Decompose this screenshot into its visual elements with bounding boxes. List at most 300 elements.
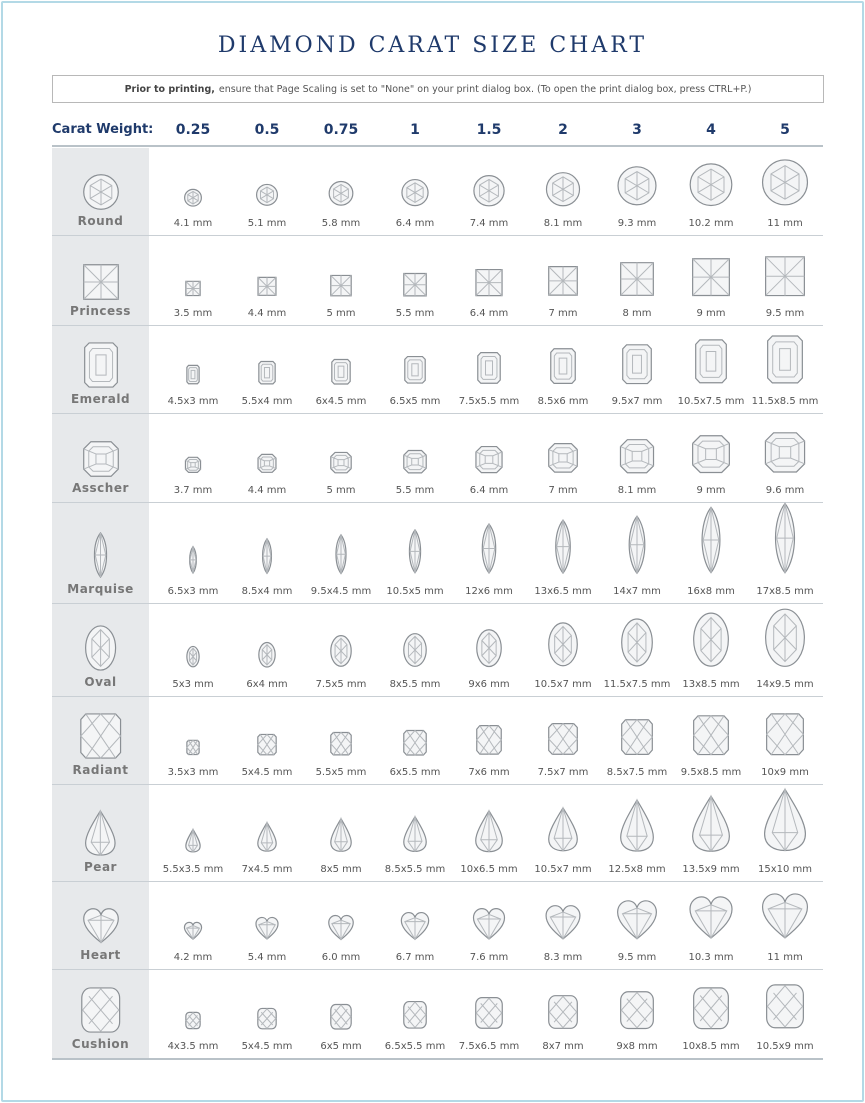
size-cell	[230, 414, 304, 503]
size-cell	[674, 785, 748, 882]
size-cell	[526, 414, 600, 503]
size-cell	[674, 970, 748, 1059]
carat-weight-label: Carat Weight:	[52, 122, 154, 137]
carat-header: 1	[410, 122, 420, 138]
size-label: 8x5.5 mm	[389, 679, 441, 690]
size-label: 6.4 mm	[469, 485, 509, 496]
size-cell	[748, 148, 822, 236]
size-label: 10.3 mm	[688, 952, 734, 963]
size-label: 4.5x3 mm	[167, 396, 219, 407]
size-cell	[526, 785, 600, 882]
size-cell	[748, 414, 822, 503]
size-cell	[156, 882, 230, 970]
asscher-diamond-icon	[620, 439, 654, 473]
size-cell	[526, 503, 600, 604]
size-cell	[156, 970, 230, 1059]
oval-diamond-icon	[765, 608, 805, 668]
size-cell	[304, 697, 378, 785]
size-cell	[748, 785, 822, 882]
size-label: 6.0 mm	[321, 952, 361, 963]
size-label: 5x4.5 mm	[241, 767, 293, 778]
size-cell	[378, 503, 452, 604]
shape-row-princess	[52, 236, 823, 326]
cushion-diamond-icon	[548, 995, 578, 1029]
shape-name: Marquise	[67, 582, 134, 596]
size-label: 4x3.5 mm	[167, 1041, 219, 1052]
radiant-diamond-icon	[403, 730, 426, 756]
size-label: 9.5 mm	[617, 952, 657, 963]
shape-cell	[52, 604, 149, 697]
page-title: DIAMOND CARAT SIZE CHART	[217, 33, 648, 58]
size-label: 8x5 mm	[320, 864, 362, 875]
shape-name: Emerald	[70, 392, 131, 406]
size-label: 13x8.5 mm	[682, 679, 740, 690]
size-label: 15x10 mm	[757, 864, 813, 875]
shape-row-marquise	[52, 503, 823, 604]
oval-diamond-icon	[259, 642, 276, 668]
asscher-diamond-icon	[765, 432, 806, 473]
size-cell	[748, 970, 822, 1059]
shape-cell	[52, 785, 149, 882]
princess-diamond-icon	[330, 275, 351, 296]
size-cell	[526, 326, 600, 414]
size-cell	[674, 326, 748, 414]
size-label: 5 mm	[326, 485, 356, 496]
size-label: 6x4.5 mm	[315, 396, 367, 407]
marquise-diamond-icon	[404, 529, 425, 574]
size-label: 4.2 mm	[173, 952, 213, 963]
oval-diamond-icon	[187, 646, 200, 667]
emerald-diamond-icon	[331, 359, 350, 385]
shape-name: Radiant	[72, 763, 129, 777]
size-label: 12.5x8 mm	[608, 864, 666, 875]
asscher-diamond-icon	[403, 450, 426, 473]
princess-diamond-icon	[765, 256, 805, 296]
shape-row-round	[52, 148, 823, 236]
asscher-diamond-icon	[475, 446, 502, 473]
shape-name: Asscher	[72, 481, 129, 495]
round-diamond-icon	[329, 181, 354, 206]
size-label: 9x6 mm	[468, 679, 510, 690]
size-label: 10.5x7 mm	[534, 679, 592, 690]
size-label: 5x4.5 mm	[241, 1041, 293, 1052]
shape-name: Round	[77, 214, 124, 228]
size-label: 5.5x5 mm	[315, 767, 367, 778]
size-label: 7.5x5 mm	[315, 679, 367, 690]
size-label: 7x6 mm	[468, 767, 510, 778]
shape-name: Heart	[80, 948, 121, 962]
size-label: 5.1 mm	[247, 218, 287, 229]
size-cell	[230, 785, 304, 882]
radiant-diamond-icon	[80, 713, 121, 759]
marquise-diamond-icon	[694, 506, 728, 574]
size-label: 10.2 mm	[688, 218, 734, 229]
princess-diamond-icon	[258, 277, 277, 296]
size-cell	[156, 604, 230, 697]
size-label: 6.4 mm	[395, 218, 435, 229]
carat-header: 0.25	[175, 122, 211, 138]
size-label: 6.7 mm	[395, 952, 435, 963]
size-cell	[378, 236, 452, 326]
oval-diamond-icon	[693, 612, 729, 667]
shape-cell	[52, 697, 149, 785]
shape-row-asscher	[52, 414, 823, 503]
size-label: 10.5x7.5 mm	[677, 396, 745, 407]
radiant-diamond-icon	[476, 725, 502, 755]
shape-row-radiant	[52, 697, 823, 785]
cushion-diamond-icon	[330, 1004, 351, 1030]
carat-header: 0.75	[323, 122, 359, 138]
size-label: 5.5x4 mm	[241, 396, 293, 407]
size-label: 8x7 mm	[542, 1041, 584, 1052]
size-cell	[600, 414, 674, 503]
size-label: 10x6.5 mm	[460, 864, 518, 875]
oval-diamond-icon	[548, 622, 578, 667]
size-label: 8.5x7.5 mm	[606, 767, 668, 778]
size-label: 11.5x8.5 mm	[751, 396, 819, 407]
size-cell	[452, 697, 526, 785]
size-cell	[304, 604, 378, 697]
size-cell	[378, 604, 452, 697]
size-label: 9 mm	[696, 485, 726, 496]
size-cell	[526, 604, 600, 697]
size-cell	[378, 697, 452, 785]
size-cell	[600, 236, 674, 326]
size-cell	[304, 236, 378, 326]
size-label: 11 mm	[767, 952, 803, 963]
size-label: 6x5.5 mm	[389, 767, 441, 778]
shape-name: Cushion	[71, 1037, 130, 1051]
emerald-diamond-icon	[187, 365, 200, 384]
size-cell	[600, 970, 674, 1059]
marquise-diamond-icon	[549, 519, 577, 574]
size-label: 3.5x3 mm	[167, 767, 219, 778]
size-cell	[600, 785, 674, 882]
cushion-diamond-icon	[81, 987, 120, 1033]
size-cell	[378, 326, 452, 414]
size-label: 6.5x5.5 mm	[384, 1041, 446, 1052]
size-cell	[452, 236, 526, 326]
carat-header: 2	[558, 122, 568, 138]
size-label: 8.5x5.5 mm	[384, 864, 446, 875]
asscher-diamond-icon	[548, 443, 578, 473]
pear-diamond-icon	[85, 810, 116, 856]
cushion-diamond-icon	[766, 984, 804, 1029]
size-cell	[156, 503, 230, 604]
size-label: 11.5x7.5 mm	[603, 679, 671, 690]
pear-diamond-icon	[403, 816, 426, 852]
carat-header-row	[0, 122, 865, 144]
pear-diamond-icon	[764, 788, 807, 852]
size-label: 9.5x4.5 mm	[310, 586, 372, 597]
heart-diamond-icon	[83, 908, 119, 944]
size-label: 9 mm	[696, 308, 726, 319]
size-cell	[452, 970, 526, 1059]
size-cell	[378, 414, 452, 503]
header-divider	[52, 145, 823, 147]
shape-row-heart	[52, 882, 823, 970]
emerald-diamond-icon	[622, 344, 652, 384]
asscher-diamond-icon	[258, 454, 277, 473]
radiant-diamond-icon	[257, 734, 276, 755]
size-cell	[748, 604, 822, 697]
size-label: 5.5 mm	[395, 308, 435, 319]
size-label: 8 mm	[622, 308, 652, 319]
size-cell	[674, 604, 748, 697]
size-cell	[526, 148, 600, 236]
princess-diamond-icon	[475, 269, 502, 296]
size-label: 14x9.5 mm	[756, 679, 814, 690]
emerald-diamond-icon	[259, 361, 276, 384]
heart-diamond-icon	[256, 917, 279, 940]
size-cell	[304, 970, 378, 1059]
size-cell	[156, 326, 230, 414]
size-label: 5.4 mm	[247, 952, 287, 963]
emerald-diamond-icon	[695, 339, 727, 384]
carat-header: 5	[780, 122, 790, 138]
size-label: 7x4.5 mm	[241, 864, 293, 875]
size-label: 16x8 mm	[687, 586, 735, 597]
pear-diamond-icon	[257, 822, 276, 852]
size-cell	[452, 785, 526, 882]
size-cell	[156, 414, 230, 503]
emerald-diamond-icon	[84, 342, 118, 388]
heart-diamond-icon	[545, 905, 580, 940]
size-cell	[748, 882, 822, 970]
heart-diamond-icon	[328, 915, 354, 941]
size-cell	[230, 503, 304, 604]
carat-header: 4	[706, 122, 716, 138]
heart-diamond-icon	[689, 896, 733, 940]
size-cell	[600, 326, 674, 414]
size-cell	[526, 697, 600, 785]
size-label: 4.1 mm	[173, 218, 213, 229]
size-label: 6.5x5 mm	[389, 396, 441, 407]
size-cell	[230, 148, 304, 236]
size-label: 13x6.5 mm	[534, 586, 592, 597]
oval-diamond-icon	[85, 625, 116, 671]
size-cell	[378, 148, 452, 236]
size-cell	[674, 503, 748, 604]
size-label: 10.5x7 mm	[534, 864, 592, 875]
bottom-divider	[52, 1058, 823, 1060]
size-label: 12x6 mm	[465, 586, 513, 597]
size-cell	[304, 882, 378, 970]
emerald-diamond-icon	[767, 335, 803, 384]
shape-row-cushion	[52, 970, 823, 1059]
size-cell	[230, 697, 304, 785]
print-notice-text: ensure that Page Scaling is set to "None" on your print dialog box. (To open the print dialog box, press CTRL+P.)	[218, 83, 752, 95]
round-diamond-icon	[473, 175, 504, 206]
shape-name: Pear	[84, 860, 117, 874]
size-cell	[304, 326, 378, 414]
size-cell	[674, 697, 748, 785]
size-cell	[156, 697, 230, 785]
size-cell	[230, 326, 304, 414]
size-cell	[600, 697, 674, 785]
size-cell	[600, 604, 674, 697]
cushion-diamond-icon	[403, 1001, 426, 1029]
size-cell	[156, 785, 230, 882]
size-label: 10.5x5 mm	[386, 586, 444, 597]
princess-diamond-icon	[548, 266, 578, 296]
size-label: 3.5 mm	[173, 308, 213, 319]
shape-cell	[52, 970, 149, 1059]
print-notice	[52, 75, 824, 103]
shape-name: Oval	[84, 675, 117, 689]
round-diamond-icon	[617, 166, 657, 206]
round-diamond-icon	[256, 184, 278, 206]
princess-diamond-icon	[403, 273, 426, 296]
shape-cell	[52, 148, 149, 236]
size-label: 17x8.5 mm	[756, 586, 814, 597]
size-cell	[304, 148, 378, 236]
heart-diamond-icon	[401, 912, 429, 940]
size-cell	[600, 148, 674, 236]
carat-header: 3	[632, 122, 642, 138]
size-label: 9x8 mm	[616, 1041, 658, 1052]
asscher-diamond-icon	[83, 441, 119, 477]
marquise-diamond-icon	[767, 502, 803, 574]
oval-diamond-icon	[621, 618, 653, 667]
size-label: 9.5x7 mm	[611, 396, 663, 407]
size-cell	[748, 236, 822, 326]
size-label: 7.5x5.5 mm	[458, 396, 520, 407]
pear-diamond-icon	[330, 818, 351, 852]
size-cell	[230, 970, 304, 1059]
size-label: 8.1 mm	[617, 485, 657, 496]
shape-cell	[52, 503, 149, 604]
shape-cell	[52, 326, 149, 414]
size-cell	[748, 326, 822, 414]
emerald-diamond-icon	[404, 356, 425, 384]
radiant-diamond-icon	[187, 740, 200, 755]
size-label: 7 mm	[548, 308, 578, 319]
radiant-diamond-icon	[766, 713, 804, 756]
size-label: 5.8 mm	[321, 218, 361, 229]
size-label: 3.7 mm	[173, 485, 213, 496]
size-cell	[748, 697, 822, 785]
size-cell	[452, 604, 526, 697]
size-label: 7.6 mm	[469, 952, 509, 963]
pear-diamond-icon	[475, 810, 503, 853]
princess-diamond-icon	[692, 258, 730, 296]
print-notice-bold: Prior to printing,	[124, 83, 215, 95]
size-label: 9.5 mm	[765, 308, 805, 319]
round-diamond-icon	[689, 163, 732, 206]
size-label: 9.6 mm	[765, 485, 805, 496]
asscher-diamond-icon	[330, 452, 351, 473]
size-cell	[452, 503, 526, 604]
radiant-diamond-icon	[693, 715, 729, 755]
size-cell	[674, 414, 748, 503]
marquise-diamond-icon	[476, 523, 502, 574]
size-label: 10.5x9 mm	[756, 1041, 814, 1052]
emerald-diamond-icon	[550, 348, 576, 384]
shape-cell	[52, 236, 149, 326]
shape-row-emerald	[52, 326, 823, 414]
size-cell	[748, 503, 822, 604]
size-label: 5.5x3.5 mm	[162, 864, 224, 875]
carat-header: 0.5	[254, 122, 280, 138]
size-label: 9.3 mm	[617, 218, 657, 229]
size-label: 9.5x8.5 mm	[680, 767, 742, 778]
radiant-diamond-icon	[621, 719, 653, 755]
oval-diamond-icon	[476, 629, 502, 667]
marquise-diamond-icon	[259, 538, 276, 574]
size-label: 8.1 mm	[543, 218, 583, 229]
asscher-diamond-icon	[692, 435, 730, 473]
size-cell	[600, 882, 674, 970]
size-cell	[674, 148, 748, 236]
size-label: 7.5x6.5 mm	[458, 1041, 520, 1052]
princess-diamond-icon	[186, 281, 201, 296]
size-label: 5.5 mm	[395, 485, 435, 496]
round-diamond-icon	[184, 189, 201, 206]
size-label: 8.3 mm	[543, 952, 583, 963]
cushion-diamond-icon	[257, 1008, 276, 1029]
size-cell	[526, 970, 600, 1059]
size-label: 6x4 mm	[246, 679, 288, 690]
size-cell	[156, 148, 230, 236]
size-cell	[230, 882, 304, 970]
size-cell	[600, 503, 674, 604]
pear-diamond-icon	[620, 799, 654, 852]
round-diamond-icon	[546, 172, 580, 206]
round-diamond-icon	[401, 179, 428, 206]
size-cell	[674, 882, 748, 970]
size-cell	[304, 503, 378, 604]
cushion-diamond-icon	[620, 991, 654, 1029]
size-cell	[452, 882, 526, 970]
shape-row-oval	[52, 604, 823, 697]
marquise-diamond-icon	[187, 546, 200, 574]
marquise-diamond-icon	[89, 532, 112, 578]
size-label: 8.5x6 mm	[537, 396, 589, 407]
princess-diamond-icon	[83, 264, 119, 300]
cushion-diamond-icon	[693, 987, 729, 1030]
size-cell	[452, 148, 526, 236]
carat-header: 1.5	[476, 122, 502, 138]
heart-diamond-icon	[184, 922, 202, 940]
pear-diamond-icon	[548, 807, 578, 852]
heart-diamond-icon	[473, 908, 505, 940]
size-cell	[526, 236, 600, 326]
size-cell	[452, 326, 526, 414]
size-label: 4.4 mm	[247, 485, 287, 496]
cushion-diamond-icon	[186, 1012, 201, 1029]
size-label: 5 mm	[326, 308, 356, 319]
round-diamond-icon	[83, 174, 119, 210]
size-label: 7 mm	[548, 485, 578, 496]
size-label: 8.5x4 mm	[241, 586, 293, 597]
shape-row-pear	[52, 785, 823, 882]
size-label: 14x7 mm	[613, 586, 661, 597]
size-label: 6.4 mm	[469, 308, 509, 319]
size-label: 10x9 mm	[761, 767, 809, 778]
marquise-diamond-icon	[331, 534, 350, 574]
princess-diamond-icon	[620, 262, 654, 296]
size-label: 4.4 mm	[247, 308, 287, 319]
emerald-diamond-icon	[477, 352, 500, 384]
pear-diamond-icon	[186, 829, 201, 852]
oval-diamond-icon	[403, 633, 426, 667]
cushion-diamond-icon	[475, 997, 503, 1029]
radiant-diamond-icon	[548, 723, 578, 755]
size-cell	[452, 414, 526, 503]
size-cell	[230, 236, 304, 326]
shape-cell	[52, 414, 149, 503]
